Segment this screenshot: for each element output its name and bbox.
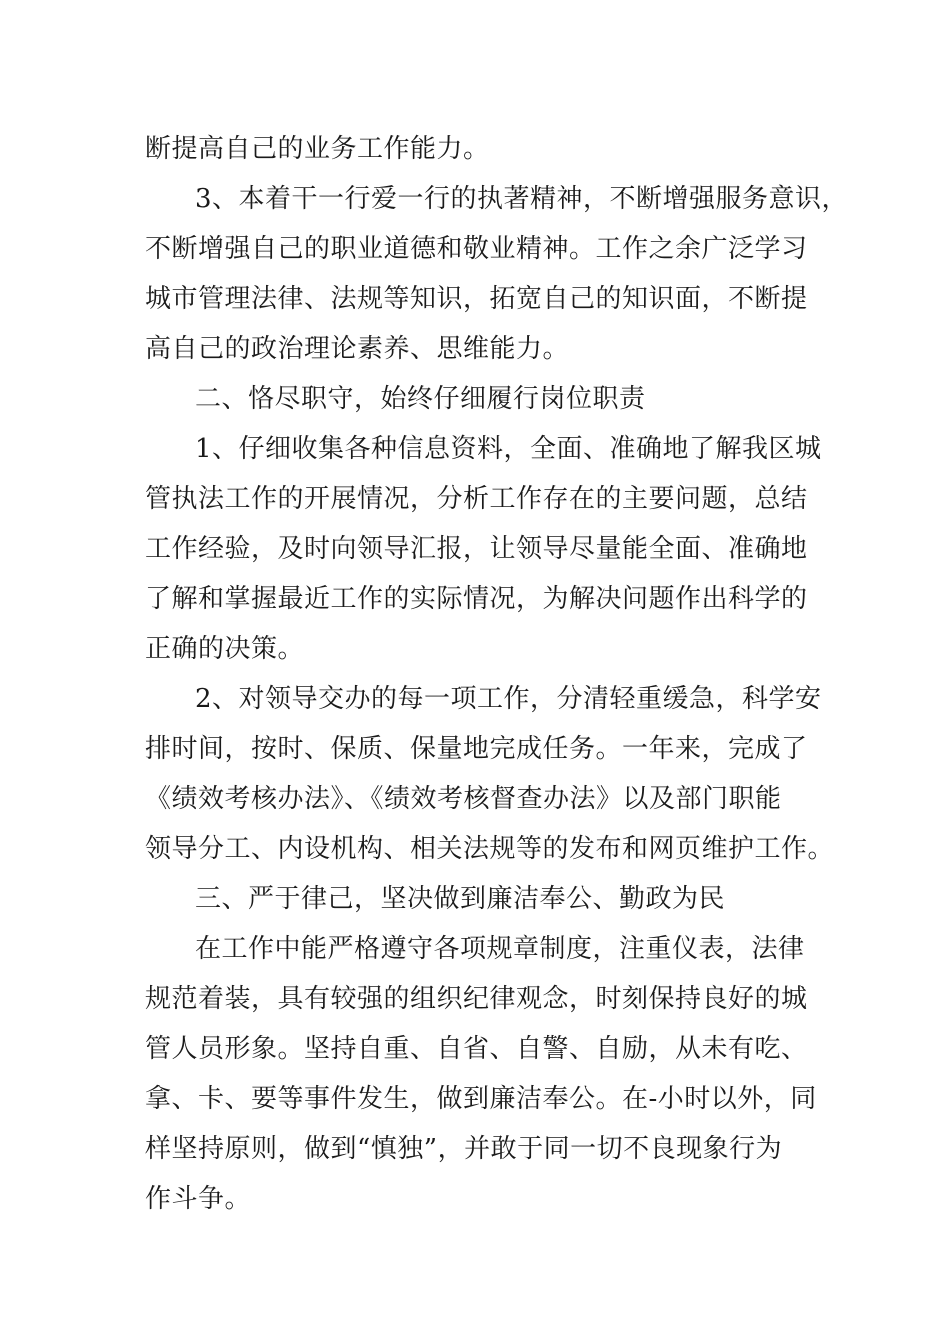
text-line: 样坚持原则，做到“慎独”，并敢于同一切不良现象行为 — [145, 1134, 783, 1164]
text-line: 排时间，按时、保质、保量地完成任务。一年来，完成了 — [145, 734, 808, 764]
text-line: 管人员形象。坚持自重、自省、自警、自励，从未有吃、 — [145, 1034, 808, 1064]
text-line: 城市管理法律、法规等知识，拓宽自己的知识面，不断提 — [145, 284, 808, 314]
text-line: 领导分工、内设机构、相关法规等的发布和网页维护工作。 — [145, 834, 835, 864]
text-line: 工作经验，及时向领导汇报，让领导尽量能全面、准确地 — [145, 534, 808, 564]
text-line: 不断增强自己的职业道德和敬业精神。工作之余广泛学习 — [145, 234, 808, 264]
text-line: 断提高自己的业务工作能力。 — [145, 134, 490, 164]
section-heading: 二、恪尽职守，始终仔细履行岗位职责 — [195, 384, 646, 414]
text-line: 3、本着干一行爱一行的执著精神，不断增强服务意识， — [195, 184, 849, 214]
text-line: 正确的决策。 — [145, 634, 305, 664]
text-line: 2、对领导交办的每一项工作，分清轻重缓急，科学安 — [195, 684, 822, 714]
text-line: 高自己的政治理论素养、思维能力。 — [145, 334, 570, 364]
text-line: 规范着装，具有较强的组织纪律观念，时刻保持良好的城 — [145, 984, 808, 1014]
text-line: 拿、卡、要等事件发生，做到廉洁奉公。在-小时以外，同 — [145, 1084, 817, 1114]
text-line: 了解和掌握最近工作的实际情况，为解决问题作出科学的 — [145, 584, 808, 614]
text-line: 1、仔细收集各种信息资料，全面、准确地了解我区城 — [195, 434, 822, 464]
text-line: 《绩效考核办法》、《绩效考核督查办法》以及部门职能 — [145, 784, 782, 814]
text-line: 作斗争。 — [145, 1184, 252, 1214]
text-line: 管执法工作的开展情况，分析工作存在的主要问题，总结 — [145, 484, 808, 514]
section-heading: 三、严于律己，坚决做到廉洁奉公、勤政为民 — [195, 884, 726, 914]
text-line: 在工作中能严格遵守各项规章制度，注重仪表，法律 — [195, 934, 805, 964]
